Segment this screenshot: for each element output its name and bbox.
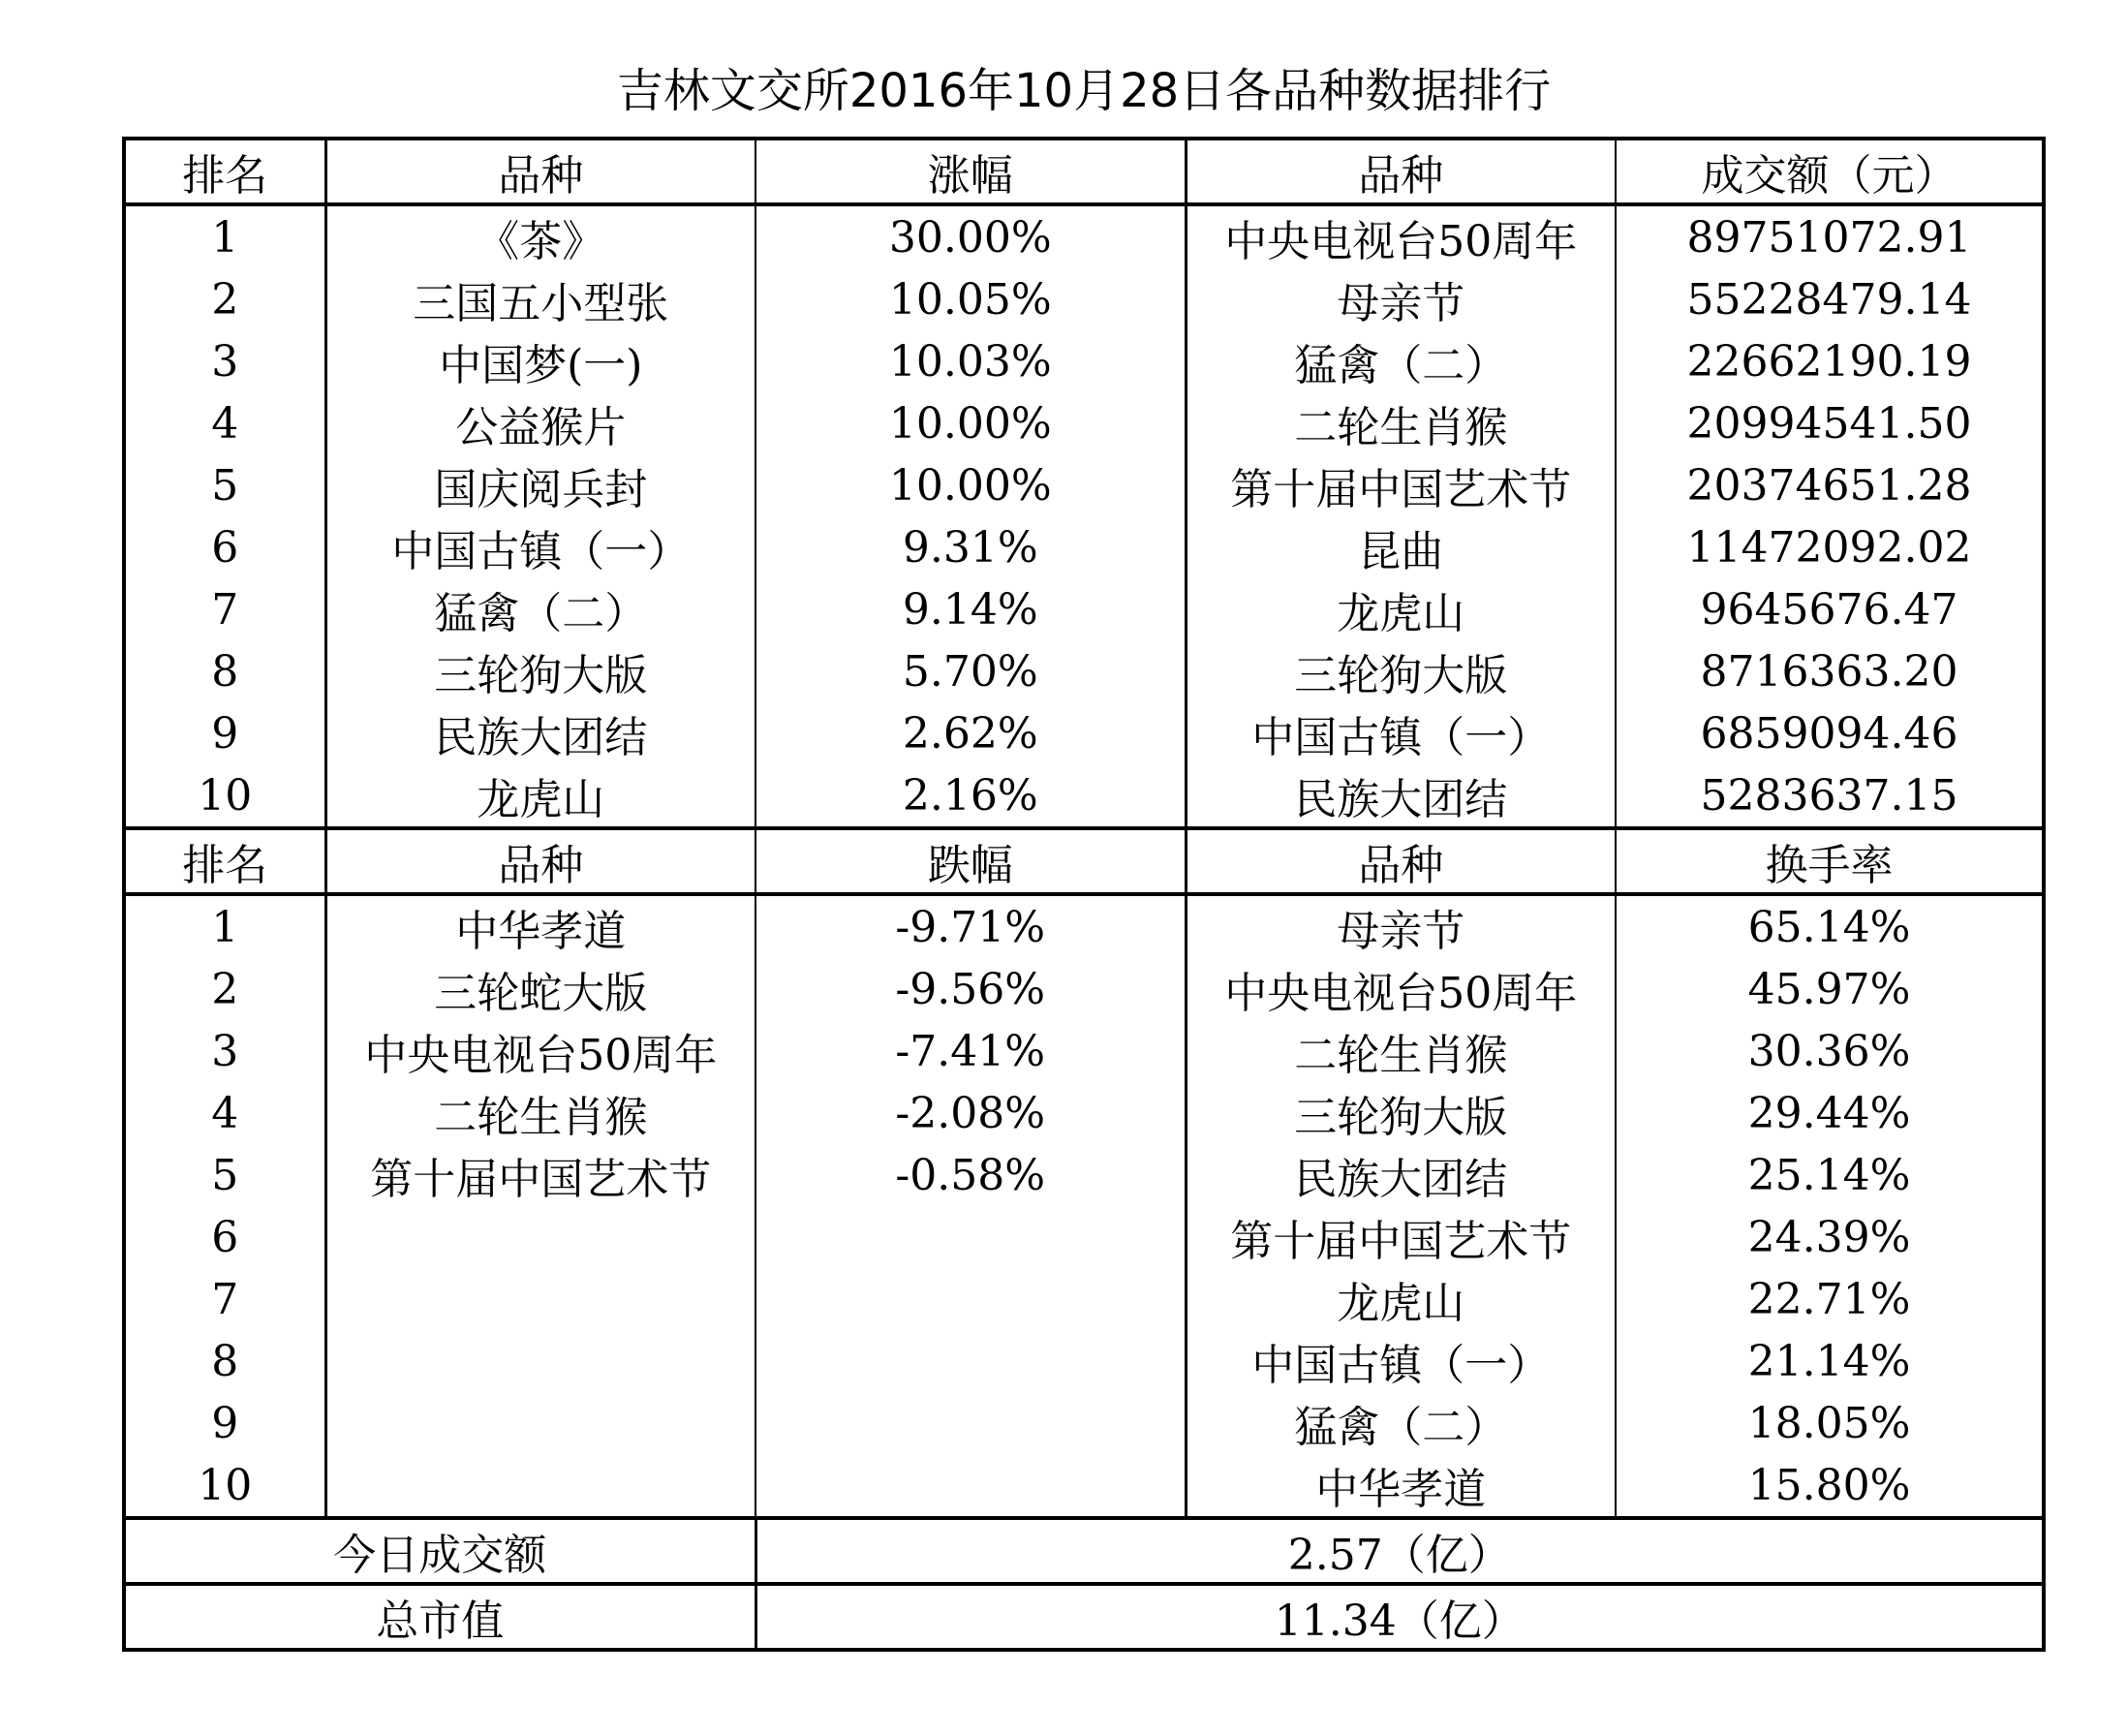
losers-name-cell xyxy=(325,1454,755,1518)
gainers-name2-cell: 三轮狗大版 xyxy=(1186,640,1616,702)
gainers-rank-cell: 2 xyxy=(124,268,325,330)
losers-header-cell: 品种 xyxy=(1186,828,1616,894)
gainers-amount-cell: 89751072.91 xyxy=(1686,212,1972,263)
gainers-header-row xyxy=(124,139,2044,204)
losers-name2-cell: 民族大团结 xyxy=(1186,1144,1616,1206)
losers-change-cell xyxy=(755,1454,1186,1518)
losers-rank-cell: 1 xyxy=(124,894,325,958)
gainers-name2-cell: 猛禽（二） xyxy=(1186,330,1616,392)
gainers-amount-cell: 5283637.15 xyxy=(1700,770,1958,821)
gainers-table-row xyxy=(124,640,2044,702)
losers-rank-cell: 5 xyxy=(124,1144,325,1206)
gainers-change-cell: 9.14% xyxy=(755,578,1186,640)
losers-table-row xyxy=(124,1020,2044,1082)
market-cap-row xyxy=(124,1584,2044,1650)
losers-name-cell: 二轮生肖猴 xyxy=(325,1082,755,1144)
losers-rank-cell: 7 xyxy=(124,1268,325,1330)
gainers-amount-cell: 8716363.20 xyxy=(1700,646,1958,697)
losers-table-row xyxy=(124,1392,2044,1454)
gainers-change-cell: 10.00% xyxy=(755,454,1186,516)
losers-table-row xyxy=(124,1268,2044,1330)
gainers-name-cell: 三轮狗大版 xyxy=(325,640,755,702)
losers-name2-cell: 母亲节 xyxy=(1186,894,1616,958)
gainers-table-row xyxy=(124,330,2044,392)
gainers-name-cell: 猛禽（二） xyxy=(325,578,755,640)
gainers-name2-cell: 第十届中国艺术节 xyxy=(1186,454,1616,516)
gainers-change-cell: 2.16% xyxy=(755,764,1186,828)
losers-name2-cell: 三轮狗大版 xyxy=(1186,1082,1616,1144)
gainers-amount-cell: 55228479.14 xyxy=(1686,274,1972,325)
losers-table-row xyxy=(124,1330,2044,1392)
gainers-name-cell: 龙虎山 xyxy=(325,764,755,828)
gainers-header-cell: 品种 xyxy=(325,139,755,204)
losers-name-cell xyxy=(325,1392,755,1454)
page-title: 吉林文交所2016年10月28日各品种数据排行 xyxy=(616,64,1552,118)
gainers-header-cell: 涨幅 xyxy=(755,139,1186,204)
losers-turnover-cell: 15.80% xyxy=(1747,1460,1911,1510)
gainers-name2-cell: 中央电视台50周年 xyxy=(1186,204,1616,268)
losers-change-cell: -2.08% xyxy=(755,1082,1186,1144)
gainers-change-cell: 10.03% xyxy=(755,330,1186,392)
losers-turnover-cell: 24.39% xyxy=(1747,1212,1911,1262)
losers-header-cell: 品种 xyxy=(325,828,755,894)
gainers-change-cell: 5.70% xyxy=(755,640,1186,702)
losers-rank-cell: 2 xyxy=(124,958,325,1020)
gainers-change-cell: 2.62% xyxy=(755,702,1186,764)
gainers-name-cell: 三国五小型张 xyxy=(325,268,755,330)
losers-turnover-cell: 30.36% xyxy=(1747,1026,1911,1076)
gainers-name-cell: 国庆阅兵封 xyxy=(325,454,755,516)
gainers-amount-cell: 6859094.46 xyxy=(1700,708,1958,759)
losers-turnover-cell: 45.97% xyxy=(1747,964,1911,1014)
losers-change-cell: -0.58% xyxy=(755,1144,1186,1206)
losers-change-cell: -9.71% xyxy=(755,894,1186,958)
gainers-name-cell: 中国梦(一) xyxy=(325,330,755,392)
losers-change-cell xyxy=(755,1392,1186,1454)
gainers-header-cell: 排名 xyxy=(124,139,325,204)
daily-volume-label: 今日成交额 xyxy=(124,1518,755,1584)
losers-turnover-cell: 22.71% xyxy=(1747,1274,1911,1324)
gainers-name-cell: 民族大团结 xyxy=(325,702,755,764)
losers-name-cell: 中华孝道 xyxy=(325,894,755,958)
gainers-table-row xyxy=(124,454,2044,516)
gainers-table-row xyxy=(124,268,2044,330)
gainers-change-cell: 10.05% xyxy=(755,268,1186,330)
losers-name2-cell: 二轮生肖猴 xyxy=(1186,1020,1616,1082)
gainers-amount-cell: 11472092.02 xyxy=(1686,522,1972,573)
losers-turnover-cell: 18.05% xyxy=(1747,1398,1911,1448)
losers-header-cell: 跌幅 xyxy=(755,828,1186,894)
losers-name-cell: 三轮蛇大版 xyxy=(325,958,755,1020)
gainers-header-cell: 成交额（元） xyxy=(1616,139,2044,204)
gainers-table-row xyxy=(124,204,2044,268)
losers-table-row xyxy=(124,1082,2044,1144)
gainers-name-cell: 中国古镇（一） xyxy=(325,516,755,578)
losers-header-cell: 排名 xyxy=(124,828,325,894)
market-cap-label: 总市值 xyxy=(124,1584,755,1650)
daily-volume-row xyxy=(124,1518,2044,1584)
gainers-name-cell: 《茶》 xyxy=(325,204,755,268)
losers-name2-cell: 中华孝道 xyxy=(1186,1454,1616,1518)
gainers-header-cell: 品种 xyxy=(1186,139,1616,204)
gainers-rank-cell: 3 xyxy=(124,330,325,392)
losers-turnover-cell: 29.44% xyxy=(1747,1088,1911,1138)
gainers-change-cell: 10.00% xyxy=(755,392,1186,454)
losers-turnover-cell: 21.14% xyxy=(1747,1336,1911,1386)
gainers-name-cell: 公益猴片 xyxy=(325,392,755,454)
gainers-amount-cell: 20994541.50 xyxy=(1686,398,1972,449)
losers-change-cell xyxy=(755,1268,1186,1330)
losers-name2-cell: 第十届中国艺术节 xyxy=(1186,1206,1616,1268)
gainers-rank-cell: 7 xyxy=(124,578,325,640)
gainers-name2-cell: 二轮生肖猴 xyxy=(1186,392,1616,454)
losers-rank-cell: 9 xyxy=(124,1392,325,1454)
losers-header-cell: 换手率 xyxy=(1616,828,2044,894)
gainers-table-row xyxy=(124,578,2044,640)
losers-header-row xyxy=(124,828,2044,894)
gainers-rank-cell: 1 xyxy=(124,204,325,268)
market-cap-value: 11.34（亿） xyxy=(755,1584,2044,1650)
gainers-change-cell: 30.00% xyxy=(755,204,1186,268)
gainers-table-row xyxy=(124,702,2044,764)
gainers-amount-cell: 22662190.19 xyxy=(1686,336,1972,387)
losers-table-row xyxy=(124,1206,2044,1268)
losers-name-cell: 第十届中国艺术节 xyxy=(325,1144,755,1206)
gainers-amount-cell: 20374651.28 xyxy=(1686,460,1972,511)
losers-rank-cell: 8 xyxy=(124,1330,325,1392)
losers-table-row xyxy=(124,1144,2044,1206)
gainers-name2-cell: 昆曲 xyxy=(1186,516,1616,578)
losers-rank-cell: 6 xyxy=(124,1206,325,1268)
gainers-rank-cell: 9 xyxy=(124,702,325,764)
losers-name2-cell: 中国古镇（一） xyxy=(1186,1330,1616,1392)
losers-change-cell: -7.41% xyxy=(755,1020,1186,1082)
losers-name-cell: 中央电视台50周年 xyxy=(325,1020,755,1082)
gainers-rank-cell: 5 xyxy=(124,454,325,516)
losers-name2-cell: 龙虎山 xyxy=(1186,1268,1616,1330)
gainers-rank-cell: 8 xyxy=(124,640,325,702)
losers-change-cell: -9.56% xyxy=(755,958,1186,1020)
gainers-change-cell: 9.31% xyxy=(755,516,1186,578)
ranking-table xyxy=(122,137,2046,1652)
gainers-amount-cell: 9645676.47 xyxy=(1700,584,1958,635)
losers-turnover-cell: 25.14% xyxy=(1747,1150,1911,1200)
gainers-rank-cell: 10 xyxy=(124,764,325,828)
losers-name-cell xyxy=(325,1330,755,1392)
gainers-rank-cell: 6 xyxy=(124,516,325,578)
losers-name-cell xyxy=(325,1268,755,1330)
losers-change-cell xyxy=(755,1206,1186,1268)
gainers-name2-cell: 民族大团结 xyxy=(1186,764,1616,828)
losers-name2-cell: 猛禽（二） xyxy=(1186,1392,1616,1454)
losers-table-row xyxy=(124,1454,2044,1518)
gainers-name2-cell: 中国古镇（一） xyxy=(1186,702,1616,764)
losers-turnover-cell: 65.14% xyxy=(1747,902,1911,952)
gainers-name2-cell: 龙虎山 xyxy=(1186,578,1616,640)
losers-rank-cell: 3 xyxy=(124,1020,325,1082)
losers-rank-cell: 4 xyxy=(124,1082,325,1144)
losers-name2-cell: 中央电视台50周年 xyxy=(1186,958,1616,1020)
gainers-table-row xyxy=(124,764,2044,828)
gainers-rank-cell: 4 xyxy=(124,392,325,454)
losers-rank-cell: 10 xyxy=(124,1454,325,1518)
gainers-table-row xyxy=(124,516,2044,578)
losers-table-row xyxy=(124,894,2044,958)
losers-table-row xyxy=(124,958,2044,1020)
daily-volume-value: 2.57（亿） xyxy=(755,1518,2044,1584)
gainers-name2-cell: 母亲节 xyxy=(1186,268,1616,330)
losers-change-cell xyxy=(755,1330,1186,1392)
gainers-table-row xyxy=(124,392,2044,454)
losers-name-cell xyxy=(325,1206,755,1268)
